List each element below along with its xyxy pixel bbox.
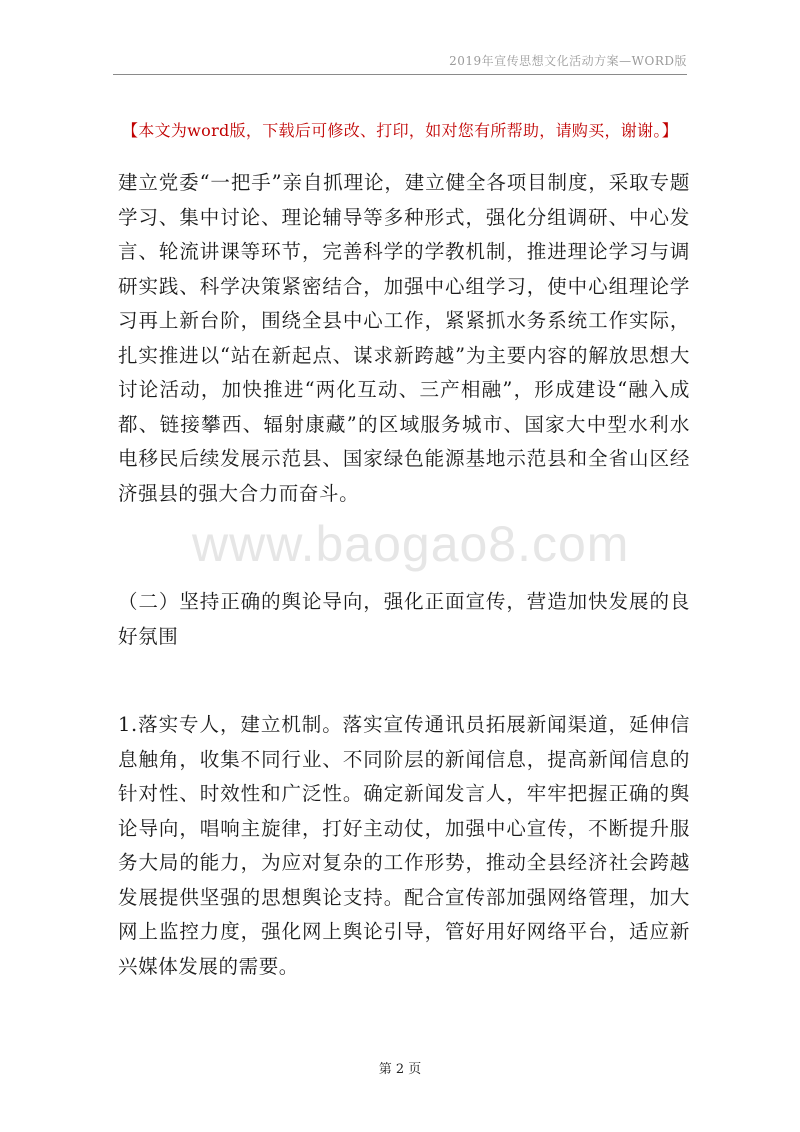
watermark: www.baogao8.com <box>192 516 630 572</box>
section-heading: （二）坚持正确的舆论导向，强化正面宣传，营造加快发展的良好氛围 <box>118 590 690 648</box>
body-paragraph: 1.落实专人，建立机制。落实宣传通讯员拓展新闻渠道，延伸信息触角，收集不同行业、不同阶层的新闻信息，提高新闻信息的针对性、时效性和广泛性。确定新闻发言人，牢牢把握正确的舆论导向，唱响主旋律，打好主动仗，加强中心宣传，不断提升服务大局的能力，为应对复杂的工作形势，推动全县经济社会跨越发展提供坚强的思想舆论支持。配合宣传部加强网络管理，加大网上监控力度，强化网上舆论引导，管好用好网络平台，适应新兴媒体发展的需要。 <box>118 713 690 978</box>
download-notice: 【本文为word版，下载后可修改、打印，如对您有所帮助，请购买，谢谢。】 <box>121 121 679 140</box>
page-header: 2019年宣传思想文化活动方案—WORD版 <box>449 54 687 68</box>
page-number: 第 2 页 <box>378 1062 422 1077</box>
header-divider <box>113 74 687 75</box>
body-paragraph: 建立党委“一把手”亲自抓理论，建立健全各项目制度，采取专题学习、集中讨论、理论辅导等多种形式，强化分组调研、中心发言、轮流讲课等环节，完善科学的学教机制，推进理论学习与调研实践、科学决策紧密结合，加强中心组学习，使中心组理论学习再上新台阶，围绕全县中心工作，紧紧抓水务系统工作实际，扎实推进以“站在新起点、谋求新跨越”为主要内容的解放思想大讨论活动，加快推进“两化互动、三产相融”，形成建设“融入成都、链接攀西、辐射康藏”的区域服务城市、国家大中型水利水电移民后续发展示范县、国家绿色能源基地示范县和全省山区经济强县的强大合力而奋斗。 <box>118 171 690 505</box>
